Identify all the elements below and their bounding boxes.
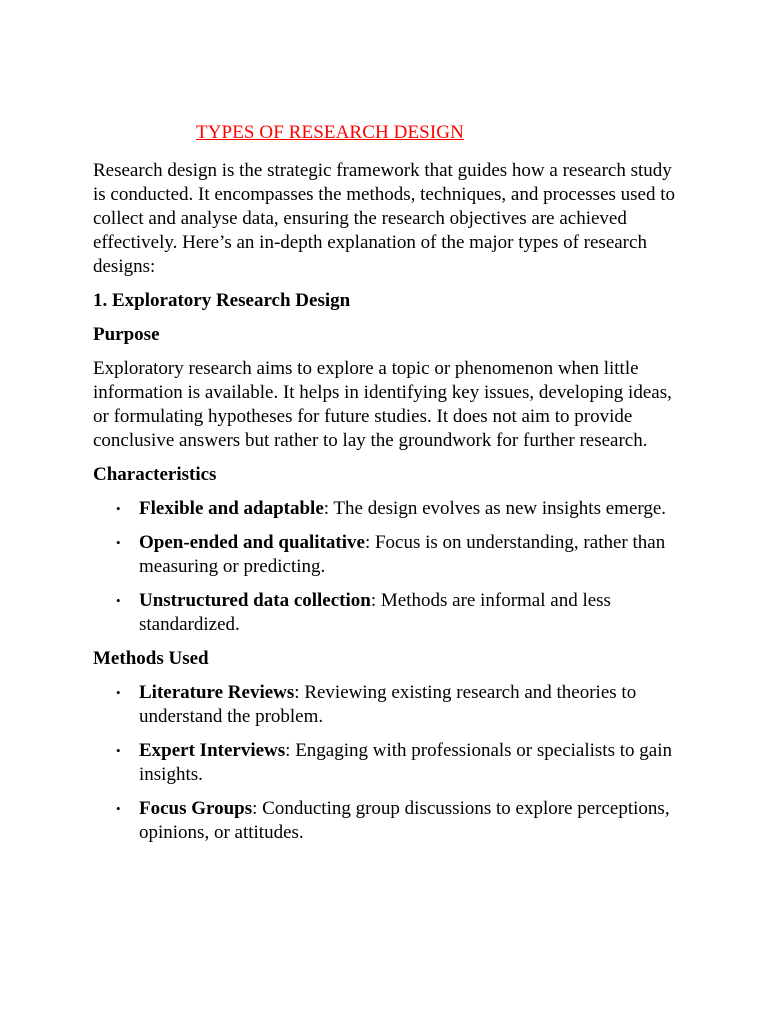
list-item [93, 589, 683, 637]
list-item-text: : Focus is on understanding, rather than measuring or predicting. [139, 532, 666, 577]
list-item-text: : The design evolves as new insights emerge. [323, 498, 667, 519]
bullet-icon: • [116, 801, 121, 816]
list-item [93, 681, 683, 729]
list-item [93, 531, 683, 579]
purpose-heading: Purpose [93, 324, 160, 345]
methods-list [93, 681, 683, 845]
list-item-term: Open-ended and qualitative [139, 532, 365, 553]
list-item-term: Focus Groups [139, 798, 253, 819]
purpose-paragraph: Exploratory research aims to explore a topic or phenomenon when little information is available. It helps in identifying key issues, developing ideas, or formulating hypotheses for future studies. It does not aim to provide conclusive answers but rather to lay the groundwork for further research. [93, 358, 672, 451]
characteristics-heading: Characteristics [93, 464, 217, 485]
list-item-term: Flexible and adaptable [139, 498, 324, 519]
list-item [93, 739, 683, 787]
list-item-term: Unstructured data collection [139, 590, 371, 611]
list-item-term: Expert Interviews [139, 740, 286, 761]
list-item-term: Literature Reviews [139, 682, 295, 703]
list-item-text: : Conducting group discussions to explore perceptions, opinions, or attitudes. [139, 798, 670, 843]
bullet-icon: • [116, 593, 121, 608]
intro-paragraph: Research design is the strategic framework that guides how a research study is conducted. It encompasses the methods, techniques, and processes used to collect and analyse data, ensuring the research objectives are achieved effectively. Here’s an in-depth explanation of the major types of research designs: [93, 160, 675, 277]
list-item [93, 497, 683, 521]
bullet-icon: • [116, 685, 121, 700]
methods-heading: Methods Used [93, 648, 209, 669]
list-item-text: : Methods are informal and less standardized. [139, 590, 611, 635]
section-heading: 1. Exploratory Research Design [93, 290, 351, 311]
document-title: TYPES OF RESEARCH DESIGN [196, 122, 464, 143]
list-item-text: : Engaging with professionals or specialists to gain insights. [139, 740, 672, 785]
bullet-icon: • [116, 501, 121, 516]
characteristics-list [93, 497, 683, 637]
document-page [93, 121, 683, 855]
list-item-text: : Reviewing existing research and theories to understand the problem. [139, 682, 637, 727]
list-item [93, 797, 683, 845]
bullet-icon: • [116, 743, 121, 758]
bullet-icon: • [116, 535, 121, 550]
